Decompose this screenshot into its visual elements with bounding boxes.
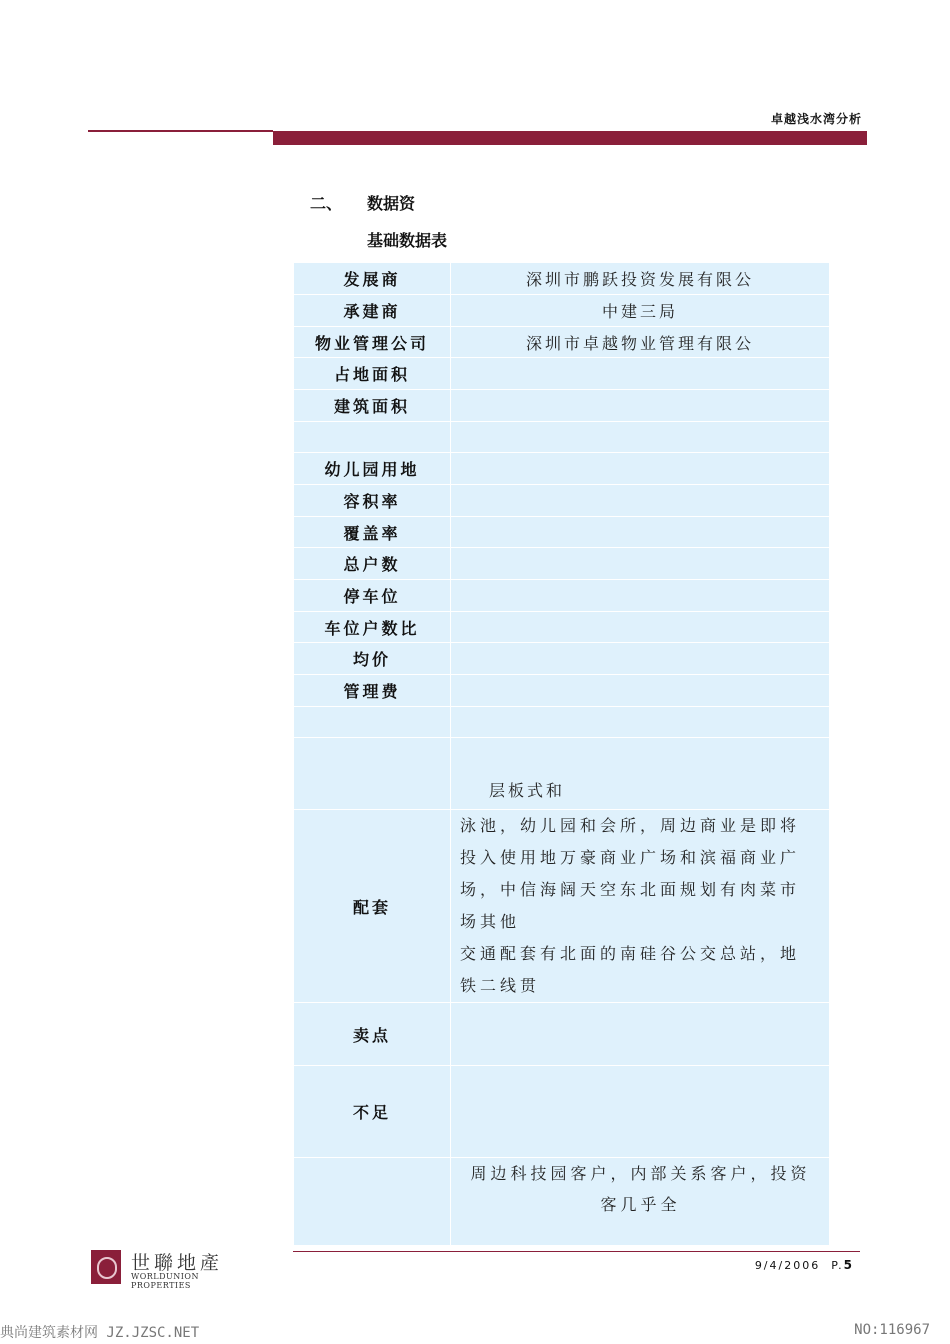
row-value: 深圳市卓越物业管理有限公 [451,327,830,358]
logo-mark-icon [91,1250,121,1284]
table-title: 基础数据表 [367,231,448,250]
row-value [451,580,830,612]
row-value [451,612,830,643]
customers-line: 周边科技园客户，内部关系客户，投资 [470,1164,811,1183]
section-heading [310,191,415,214]
row-label: 管理费 [294,675,451,707]
facilities-line: 场，中信海阔天空东北面规划有肉菜市 [460,880,801,899]
table-row [294,548,830,580]
section-number: 二、 [310,194,343,213]
customers-label [294,1158,451,1246]
row-value [451,422,830,453]
table-row [294,327,830,358]
table-row [294,1066,830,1158]
shortcomings-value [451,1066,830,1158]
selling-points-label: 卖点 [294,1003,451,1066]
row-label: 发展商 [294,263,451,295]
table-row [294,390,830,422]
logo-english-text: WORLDUNION PROPERTIES [131,1272,199,1290]
customers-line: 客几乎全 [600,1195,681,1214]
facilities-line: 交通配套有北面的南硅谷公交总站，地 [460,944,801,963]
row-label [294,738,451,810]
row-label: 占地面积 [294,358,451,390]
facilities-value [451,810,830,1003]
row-label: 总户数 [294,548,451,580]
facilities-line: 泳池，幼儿园和会所，周边商业是即将 [460,816,801,835]
section-title: 数据资 [367,194,416,213]
customers-value [451,1158,830,1246]
header-rule-thin [88,130,273,132]
row-value [451,643,830,675]
footer-rule [293,1251,860,1252]
row-label: 均价 [294,643,451,675]
facilities-line: 铁二线贯 [460,976,541,995]
row-value [451,453,830,485]
table-row [294,485,830,517]
row-label: 容积率 [294,485,451,517]
row-value: 中建三局 [451,295,830,327]
shortcomings-label: 不足 [294,1066,451,1158]
company-logo [91,1250,259,1290]
document-header-title: 卓越浅水湾分析 [770,112,862,126]
row-value: 深圳市鹏跃投资发展有限公 [451,263,830,295]
row-label: 物业管理公司 [294,327,451,358]
header-rule-thick [273,131,867,145]
row-value [451,517,830,548]
facilities-label: 配套 [294,810,451,1003]
row-value [451,707,830,738]
footer-date: 9/4/2006 [754,1259,821,1272]
table-row [294,358,830,390]
footer-date-page [755,1258,854,1272]
row-value [451,358,830,390]
table-row [294,263,830,295]
row-label: 车位户数比 [294,612,451,643]
customers-text [451,1158,829,1220]
row-label: 幼儿园用地 [294,453,451,485]
table-row [294,295,830,327]
basic-data-table [293,262,830,1246]
table-row [294,580,830,612]
table-row [294,422,830,453]
layer-row-value [451,738,830,810]
table-row [294,675,830,707]
row-label: 承建商 [294,295,451,327]
row-value [451,485,830,517]
table-row [294,707,830,738]
table-row [294,1158,830,1246]
table-row [294,453,830,485]
table-row [294,1003,830,1066]
table-row [294,738,830,810]
page-prefix: P. [831,1259,844,1272]
row-label: 停车位 [294,580,451,612]
selling-points-value [451,1003,830,1066]
row-value [451,675,830,707]
facilities-text [451,810,829,1002]
table-row [294,517,830,548]
table-row [294,643,830,675]
watermark-left: 典尚建筑素材网 JZ.JZSC.NET [0,1325,200,1341]
row-value [451,548,830,580]
layer-text: 层板式和 [489,781,566,800]
watermark-right: NO:116967 [854,1322,930,1338]
row-label [294,422,451,453]
row-label: 建筑面积 [294,390,451,422]
row-label [294,707,451,738]
row-label: 覆盖率 [294,517,451,548]
table-row [294,612,830,643]
facilities-line: 场其他 [460,912,521,931]
page-number: 5 [843,1258,854,1272]
table-row [294,810,830,1003]
logo-chinese-text: 世聯地產 [131,1252,224,1274]
facilities-line: 投入使用地万豪商业广场和滨福商业广 [460,848,801,867]
row-value [451,390,830,422]
